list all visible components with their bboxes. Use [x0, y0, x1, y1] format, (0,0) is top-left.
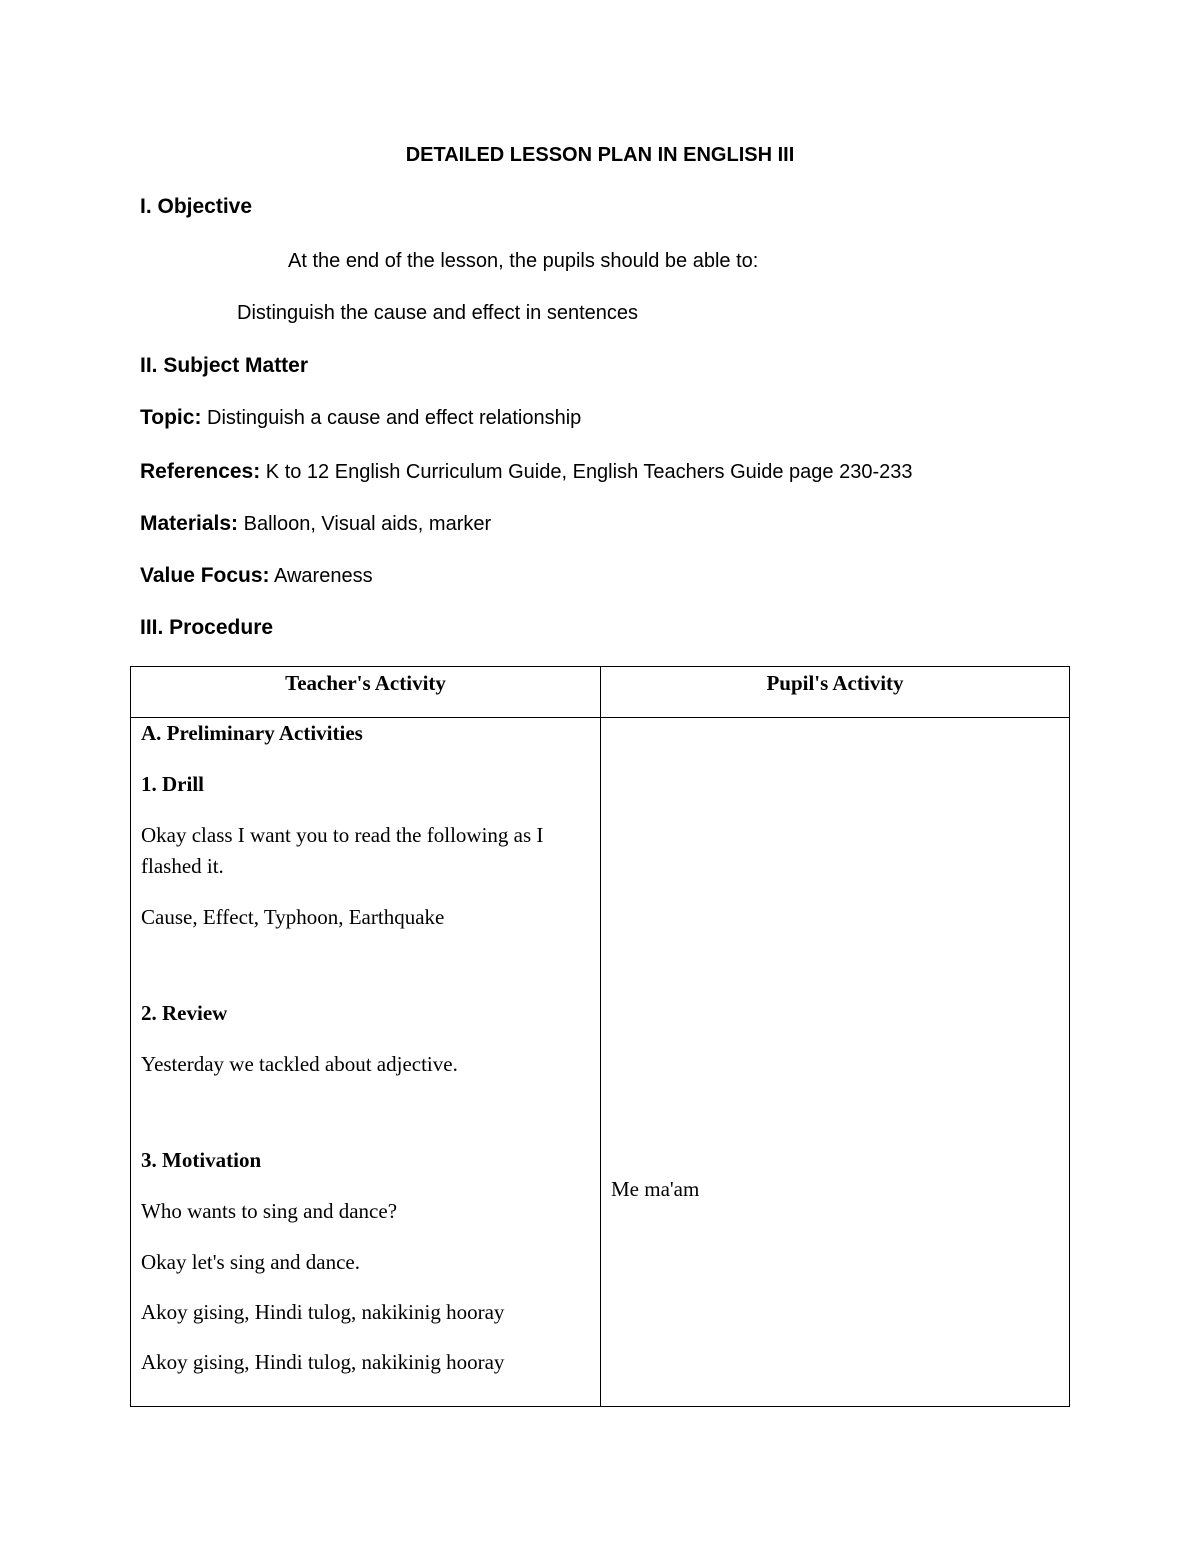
page-title: DETAILED LESSON PLAN IN ENGLISH III: [405, 144, 795, 166]
topic-line: [140, 406, 581, 430]
song-line-2: Akoy gising, Hindi tulog, nakikinig hooray: [141, 1350, 505, 1374]
value-focus-value: Awareness: [269, 565, 373, 587]
motivation-sing: Okay let's sing and dance.: [141, 1250, 360, 1274]
subject-matter-heading: II. Subject Matter: [140, 354, 309, 377]
pupil-response: Me ma'am: [611, 1177, 700, 1201]
table-header-row: [131, 667, 1070, 718]
value-focus-line: [140, 564, 373, 588]
review-heading: 2. Review: [141, 1001, 228, 1025]
references-value: K to 12 English Curriculum Guide, English Teachers Guide page 230-233: [260, 461, 913, 483]
song-line-1: Akoy gising, Hindi tulog, nakikinig hooray: [141, 1300, 505, 1324]
pupil-activity-cell: [601, 718, 1070, 1407]
objective-heading: I. Objective: [140, 195, 253, 218]
pupil-activity-header: Pupil's Activity: [601, 667, 1070, 718]
drill-instruction: Okay class I want you to read the following as I flashed it.: [141, 823, 544, 878]
table-row: [131, 718, 1070, 1407]
motivation-heading: 3. Motivation: [141, 1148, 262, 1172]
references-label: References:: [140, 460, 261, 483]
topic-label: Topic:: [140, 406, 202, 429]
objective-item: Distinguish the cause and effect in sentences: [237, 302, 638, 324]
references-line: [140, 460, 912, 484]
value-focus-label: Value Focus:: [140, 564, 270, 587]
teacher-activity-header: Teacher's Activity: [131, 667, 601, 718]
topic-value: Distinguish a cause and effect relationship: [201, 407, 582, 429]
review-text: Yesterday we tackled about adjective.: [141, 1052, 458, 1076]
drill-heading: 1. Drill: [141, 772, 204, 796]
objective-intro: At the end of the lesson, the pupils should be able to:: [288, 250, 759, 272]
teacher-activity-cell: [131, 718, 601, 1407]
materials-label: Materials:: [140, 512, 239, 535]
preliminary-activities-heading: A. Preliminary Activities: [141, 721, 363, 745]
materials-value: Balloon, Visual aids, marker: [238, 513, 492, 535]
procedure-table: [130, 666, 1070, 1407]
procedure-heading: III. Procedure: [140, 616, 274, 639]
drill-words: Cause, Effect, Typhoon, Earthquake: [141, 905, 445, 929]
motivation-question: Who wants to sing and dance?: [141, 1199, 398, 1223]
materials-line: [140, 512, 491, 536]
